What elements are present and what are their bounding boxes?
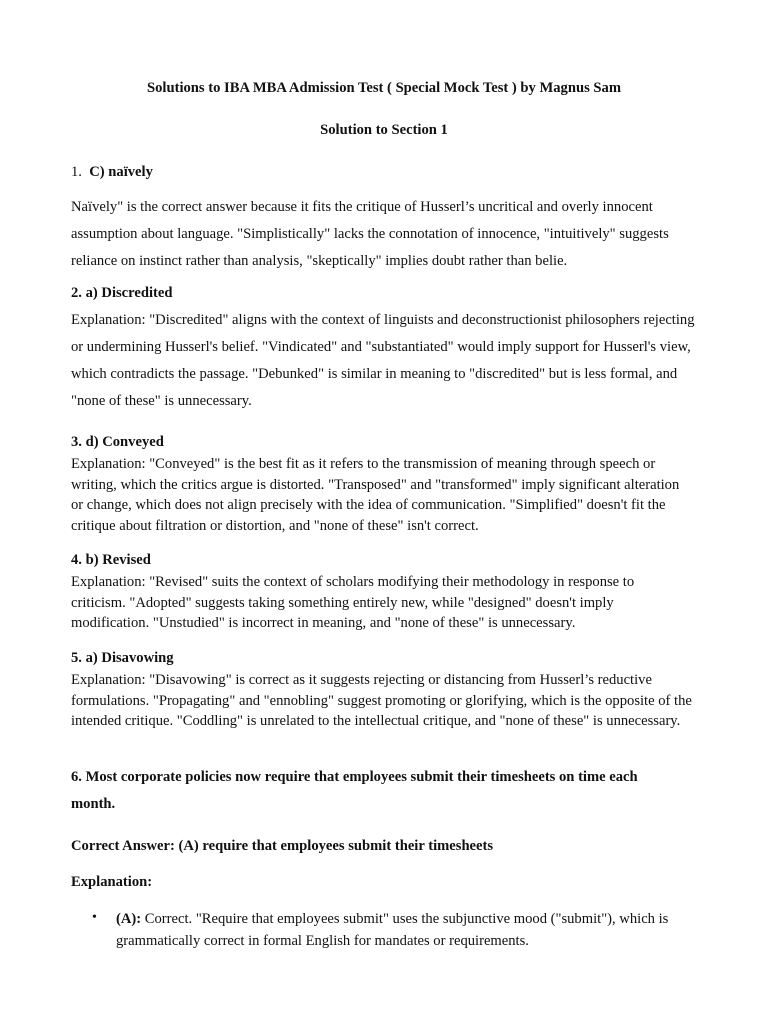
q4-heading: 4. b) Revised (71, 552, 151, 568)
q3-heading: 3. d) Conveyed (71, 434, 164, 450)
q6-bullet-a (116, 908, 706, 952)
q6-bullet-a-label: (A): (116, 911, 142, 927)
document-title: Solutions to IBA MBA Admission Test ( Special Mock Test ) by Magnus Sam (147, 80, 621, 96)
q2-explanation: Explanation: "Discredited" aligns with the context of linguists and deconstructionist philosophers rejecting or undermining Husserl's belief. "Vindicated" and "substantiated" would imply support for Husserl's view, which contradicts the passage. "Debunked" is similar in meaning to "discredited" but is less formal, and "none of these" is unnecessary. (71, 312, 695, 409)
q6-explanation-label: Explanation: (71, 874, 153, 890)
q6-bullet-a-text: Correct. "Require that employees submit" uses the subjunctive mood ("submit"), which is grammatically correct in formal English for mandates or requirements. (116, 911, 669, 949)
q3-explanation: Explanation: "Conveyed" is the best fit as it refers to the transmission of meaning through speech or writing, which the critics argue is distorted. "Transposed" and "transformed" imply significant alteration or change, which does not align precisely with the idea of communication. "Simplified" doesn't fit the critique about filtration or distortion, and "none of these" isn't correct. (71, 456, 680, 534)
q1-heading (71, 164, 153, 181)
q6-heading: 6. Most corporate policies now require that employees submit their timesheets on time each month. (71, 769, 638, 812)
q1-explanation: Naïvely" is the correct answer because it fits the critique of Husserl’s uncritical and overly innocent assumption about language. "Simplistically" lacks the connotation of innocence, "intuitively" suggests reliance on instinct rather than analysis, "skeptically" implies doubt rather than belie. (71, 199, 669, 269)
q6-correct-answer: Correct Answer: (A) require that employees submit their timesheets (71, 838, 494, 854)
bullet-marker: • (92, 910, 97, 925)
section-title: Solution to Section 1 (320, 122, 448, 138)
q1-answer: C) naïvely (89, 164, 153, 180)
q5-heading: 5. a) Disavowing (71, 650, 174, 666)
q1-number: 1. (71, 164, 82, 180)
q4-explanation: Explanation: "Revised" suits the context of scholars modifying their methodology in response to criticism. "Adopted" suggests taking something entirely new, while "designed" doesn't imply modification. "Unstudied" is incorrect in meaning, and "none of these" is unnecessary. (71, 574, 635, 631)
q2-heading: 2. a) Discredited (71, 285, 173, 301)
q5-explanation: Explanation: "Disavowing" is correct as it suggests rejecting or distancing from Husserl’s reductive formulations. "Propagating" and "ennobling" suggest promoting or glorifying, which is the opposite of the intended critique. "Coddling" is unrelated to the intellectual critique, and "none of these" is unnecessary. (71, 672, 692, 729)
